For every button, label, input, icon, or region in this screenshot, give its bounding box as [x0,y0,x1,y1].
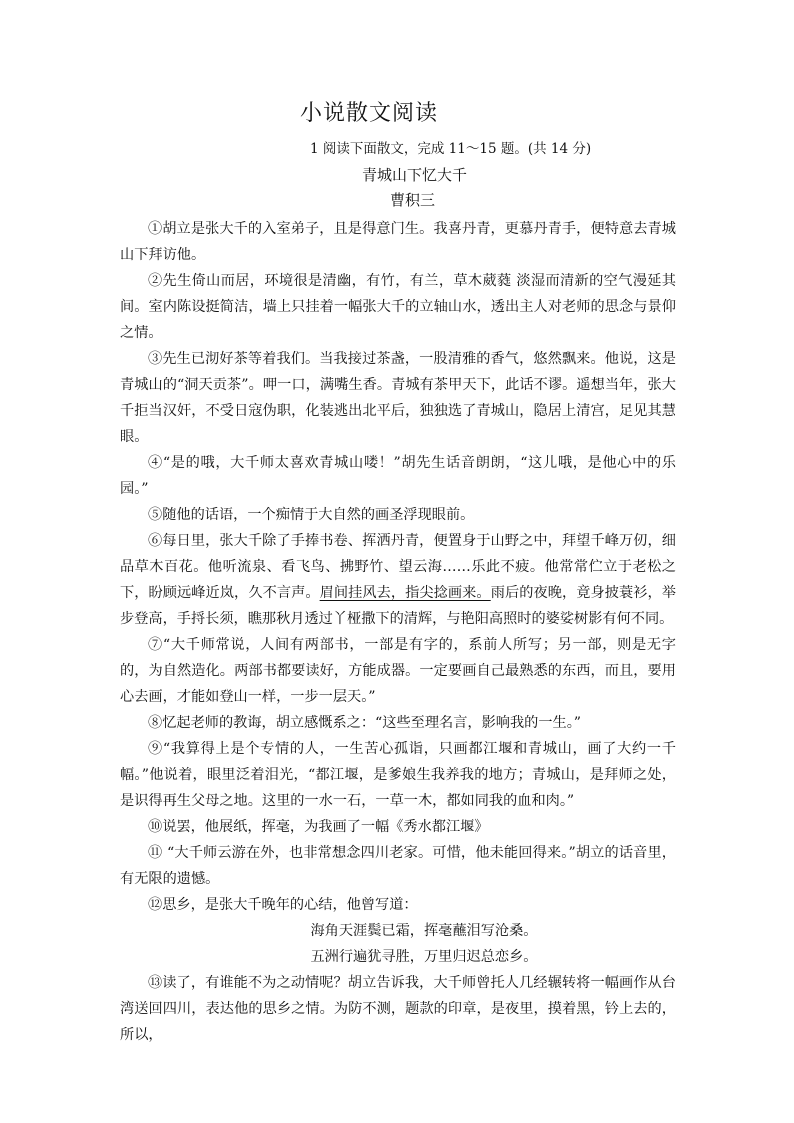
paragraph-6 [120,528,676,632]
paragraph-2: ②先生倚山而居，环境很是清幽，有竹，有兰，草木葳蕤 淡湿而清新的空气漫延其间。室内陈设挺简洁，墙上只挂着一幅张大千的立轴山水，透出主人对老师的思念与景仰之情。 [120,273,676,341]
underlined-sentence: 眉间挂风去，指尖捻画来。 [319,585,491,601]
essay-author: 曹积三 [390,191,436,209]
paragraph-6-text-after: 雨后的夜晚，竟身披蓑衫，举步登高，手捋长须，瞧那秋月透过丫桠撒下的清辉，与艳阳高照时的婆娑树影有何不同。 [120,585,676,627]
paragraph-3: ③先生已沏好茶等着我们。当我接过茶盏，一股清雅的香气，悠然飘来。他说，这是青城山的“洞天贡茶”。呷一口，满嘴生香。青城有茶甲天下，此话不谬。遥想当年，张大千拒当汉奸，不受日寇伪职，化装逃出北平后，独独选了青城山，隐居上清宫，足见其慧眼。 [120,351,676,445]
paragraph-12: ⑫思乡，是张大千晚年的心结，他曾写道： [148,897,418,913]
paragraph-1: ①胡立是张大千的入室弟子，且是得意门生。我喜丹青，更慕丹青手，便特意去青城山下拜访他。 [120,221,676,263]
poem-line-2: 五洲行遍犹寻胜，万里归迟总恋乡。 [310,949,538,965]
poem-line-1: 海角天涯鬓已霜，挥毫蘸泪写沧桑。 [310,923,538,939]
paragraph-11: ⑪ “大千师云游在外，也非常想念四川老家。可惜，他未能回得来。”胡立的话音里，有无限的遗憾。 [120,845,676,887]
paragraph-4: ④“是的哦，大千师太喜欢青城山喽！”胡先生话音朗朗，“这儿哦，是他心中的乐园。” [120,455,676,497]
paragraph-5: ⑤随他的话语，一个痴情于大自然的画圣浮现眼前。 [148,507,475,523]
question-instruction: 1 阅读下面散文，完成 11～15 题。(共 14 分) [310,141,592,157]
essay-body [120,216,676,1048]
paragraph-7: ⑦“大千师常说，人间有两部书，一部是有字的，系前人所写；另一部，则是无字的，为自然造化。两部书都要读好，方能成器。一定要画自己最熟悉的东西，而且，要用心去画，才能如登山一样，一步一层天。” [120,637,676,705]
paragraph-9: ⑨“我算得上是个专情的人，一生苦心孤诣，只画都江堰和青城山，画了大约一千幅。”他说着，眼里泛着泪光，“都江堰，是爹娘生我养我的地方；青城山，是拜师之处，是识得再生父母之地。这里的一水一石，一草一木，都如同我的血和肉。” [120,741,676,809]
paragraph-13: ⑬读了，有谁能不为之动情呢？胡立告诉我，大千师曾托人几经辗转将一幅画作从台湾送回四川，表达他的思乡之情。为防不测，题款的印章，是夜里，摸着黑，钤上去的，所以， [120,975,676,1043]
essay-title: 青城山下忆大千 [362,166,468,184]
paragraph-6-text-before: ⑥每日里，张大千除了手捧书卷、挥洒丹青，便置身于山野之中，拜望千峰万仞，细品草木百花。他听流泉、看飞鸟、拂野竹、望云海……乐此不疲。他常常伫立于老松之下，盼顾远峰近岚，久不言声。 [120,533,676,601]
paragraph-8: ⑧忆起老师的教诲，胡立感慨系之：“这些至理名言，影响我的一生。” [148,715,582,731]
paragraph-10: ⑩说罢，他展纸，挥毫，为我画了一幅《秀水都江堰》 [148,819,489,835]
page-title: 小说散文阅读 [300,101,439,126]
